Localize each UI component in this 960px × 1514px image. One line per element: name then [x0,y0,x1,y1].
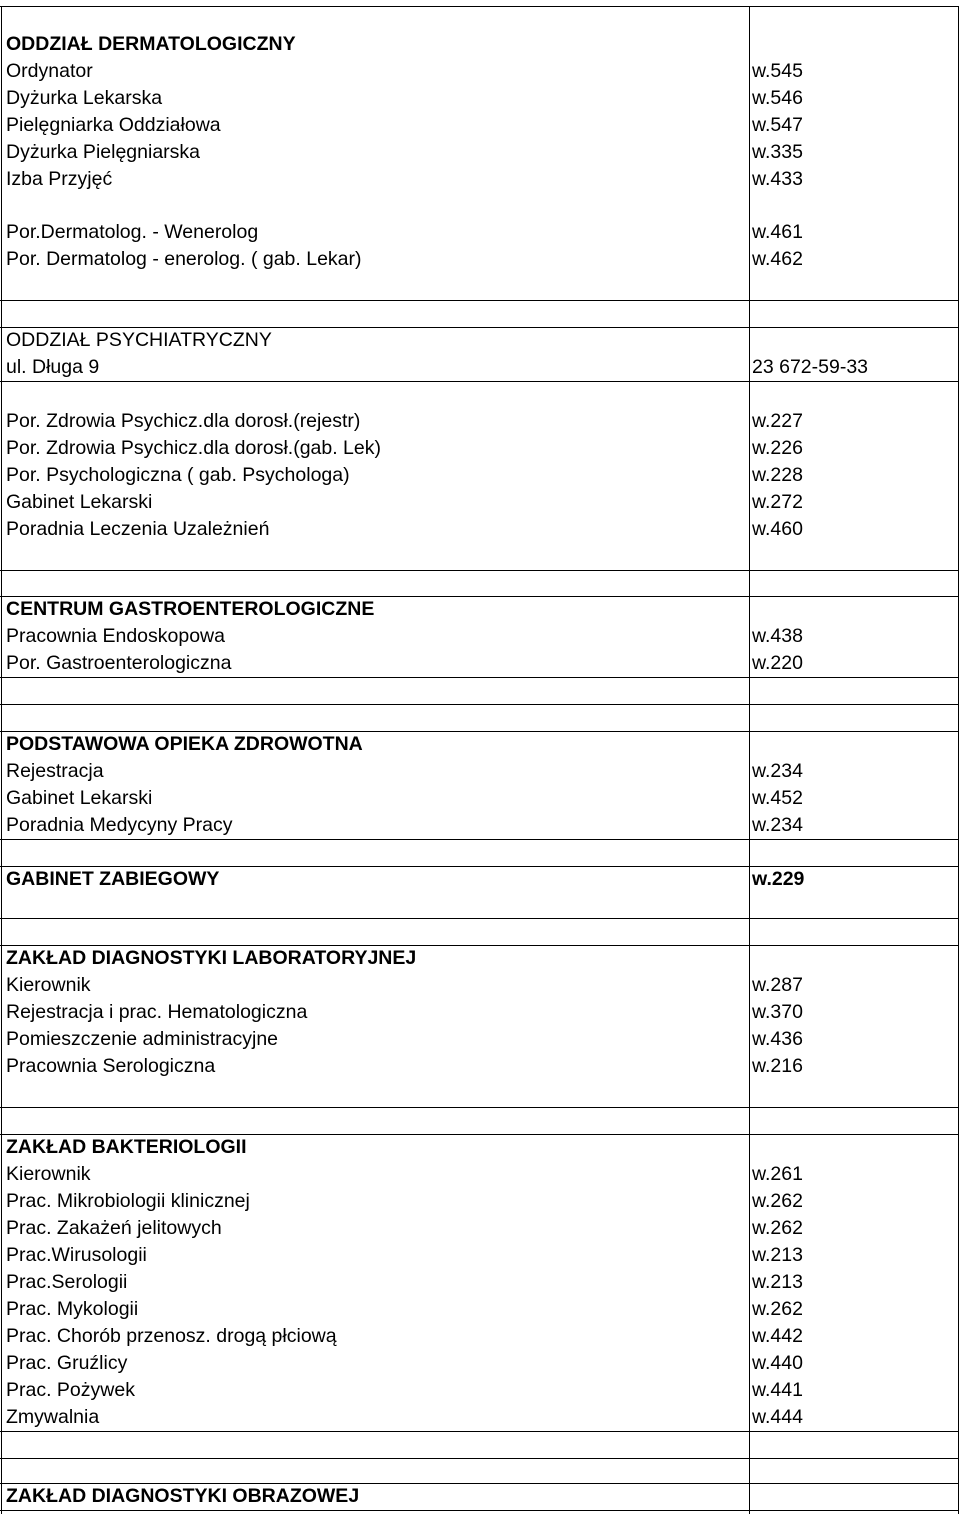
table-row [0,1188,960,1215]
unit-name: Prac. Pożywek [6,1379,135,1401]
table-row-border [0,704,958,705]
section-heading-row [0,731,960,758]
unit-name: Izba Przyjęć [6,168,113,190]
unit-name: Por. Zdrowia Psychicz.dla dorosł.(rejestr) [6,410,361,432]
section-heading-row [0,1134,960,1161]
unit-name: Poradnia Medycyny Pracy [6,814,233,836]
unit-name: Prac. Zakażeń jelitowych [6,1217,222,1239]
table-row [0,85,960,112]
table-row-border [0,918,958,919]
phone-extension: w.287 [752,974,803,996]
table-row [0,1161,960,1188]
phone-extension: w.436 [752,1028,803,1050]
unit-name: Zmywalnia [6,1406,100,1428]
unit-name: Por.Dermatolog. - Wenerolog [6,221,259,243]
table-row [0,1404,960,1431]
unit-name: Prac.Wirusologii [6,1244,147,1266]
table-row [0,1215,960,1242]
phone-extension: w.444 [752,1406,803,1428]
section-heading-row [0,945,960,972]
table-row [0,462,960,489]
section-title: ZAKŁAD BAKTERIOLOGII [6,1136,247,1158]
unit-name: Pracownia Serologiczna [6,1055,216,1077]
unit-name: Pomieszczenie administracyjne [6,1028,279,1050]
table-row [0,1269,960,1296]
section-heading-row [0,596,960,623]
unit-name: Por. Dermatolog - enerolog. ( gab. Lekar) [6,248,362,270]
unit-name: Gabinet Lekarski [6,491,153,513]
table-row [0,758,960,785]
phone-extension: w.335 [752,141,803,163]
phone-extension: 23 672-59-33 [752,356,869,378]
unit-name: Prac. Mikrobiologii klinicznej [6,1190,250,1212]
phone-extension: w.440 [752,1352,803,1374]
table-row-border [0,839,958,840]
phone-extension: w.547 [752,114,803,136]
phone-extension: w.213 [752,1244,803,1266]
section-title: PODSTAWOWA OPIEKA ZDROWOTNA [6,733,363,755]
unit-name: Por. Zdrowia Psychicz.dla dorosł.(gab. Lek) [6,437,381,459]
table-row [0,354,960,381]
section-title: ODDZIAŁ PSYCHIATRYCZNY [6,329,272,351]
table-row [0,516,960,543]
table-row-border [0,381,958,382]
phone-extension: w.262 [752,1298,803,1320]
phone-extension: w.462 [752,248,803,270]
phone-extension: w.442 [752,1325,803,1347]
section-title: ZAKŁAD DIAGNOSTYKI LABORATORYJNEJ [6,947,417,969]
table-row-border [0,300,958,301]
table-row [0,999,960,1026]
table-row [0,812,960,839]
phone-extension: w.461 [752,221,803,243]
unit-name: Por. Gastroenterologiczna [6,652,232,674]
section-heading-row [0,31,960,58]
phone-extension: w.546 [752,87,803,109]
phone-extension: w.220 [752,652,803,674]
table-row [0,1026,960,1053]
phone-extension: w.370 [752,1001,803,1023]
phone-extension: w.228 [752,464,803,486]
table-row [0,972,960,999]
phone-extension: w.227 [752,410,803,432]
unit-name: Dyżurka Pielęgniarska [6,141,201,163]
section-title: ZAKŁAD DIAGNOSTYKI OBRAZOWEJ [6,1485,360,1507]
table-row-border [0,570,958,571]
phone-extension: w.441 [752,1379,803,1401]
unit-name: Prac. Gruźlicy [6,1352,128,1374]
unit-name: Pracownia Endoskopowa [6,625,225,647]
phone-extension: w.433 [752,168,803,190]
table-row-border [0,1458,958,1459]
table-row [0,785,960,812]
table-row [0,1377,960,1404]
section-title: ODDZIAŁ DERMATOLOGICZNY [6,33,296,55]
unit-name: Ordynator [6,60,93,82]
phone-extension: w.272 [752,491,803,513]
unit-name: Rejestracja [6,760,104,782]
phone-extension: w.262 [752,1217,803,1239]
table-row [0,1296,960,1323]
unit-name: GABINET ZABIEGOWY [6,868,220,890]
unit-name: Pielęgniarka Oddziałowa [6,114,221,136]
table-row-border [0,6,958,7]
table-row-border [0,1107,958,1108]
phone-extension: w.229 [752,868,805,890]
table-row [0,866,960,893]
table-row [0,58,960,85]
table-row [0,1323,960,1350]
table-row [0,408,960,435]
table-row-border [0,1510,958,1511]
unit-name: Por. Psychologiczna ( gab. Psychologa) [6,464,350,486]
table-row [0,1350,960,1377]
unit-name: Rejestracja i prac. Hematologiczna [6,1001,308,1023]
unit-name: Prac. Mykologii [6,1298,139,1320]
phone-extension: w.226 [752,437,803,459]
unit-name: Kierownik [6,974,91,996]
table-row [0,650,960,677]
section-heading-row [0,327,960,354]
table-row [0,623,960,650]
table-row [0,219,960,246]
table-row [0,1053,960,1080]
table-row [0,489,960,516]
unit-name: Gabinet Lekarski [6,787,153,809]
unit-name: Kierownik [6,1163,91,1185]
table-row-border [0,677,958,678]
phone-extension: w.545 [752,60,803,82]
phone-extension: w.452 [752,787,803,809]
phone-extension: w.262 [752,1190,803,1212]
phone-extension: w.234 [752,814,803,836]
phone-extension: w.261 [752,1163,803,1185]
phone-extension: w.438 [752,625,803,647]
unit-name: Dyżurka Lekarska [6,87,163,109]
unit-name: Poradnia Leczenia Uzależnień [6,518,270,540]
unit-name: Prac.Serologii [6,1271,128,1293]
section-heading-row [0,1483,960,1510]
table-row [0,246,960,273]
table-row [0,139,960,166]
phone-extension: w.213 [752,1271,803,1293]
table-row [0,112,960,139]
table-row [0,166,960,193]
table-row-border [0,1431,958,1432]
unit-name: Prac. Chorób przenosz. drogą płciową [6,1325,337,1347]
phone-extension: w.216 [752,1055,803,1077]
unit-name: ul. Długa 9 [6,356,100,378]
section-title: CENTRUM GASTROENTEROLOGICZNE [6,598,375,620]
phone-extension: w.234 [752,760,803,782]
phone-extension: w.460 [752,518,803,540]
table-row [0,1242,960,1269]
table-row [0,435,960,462]
